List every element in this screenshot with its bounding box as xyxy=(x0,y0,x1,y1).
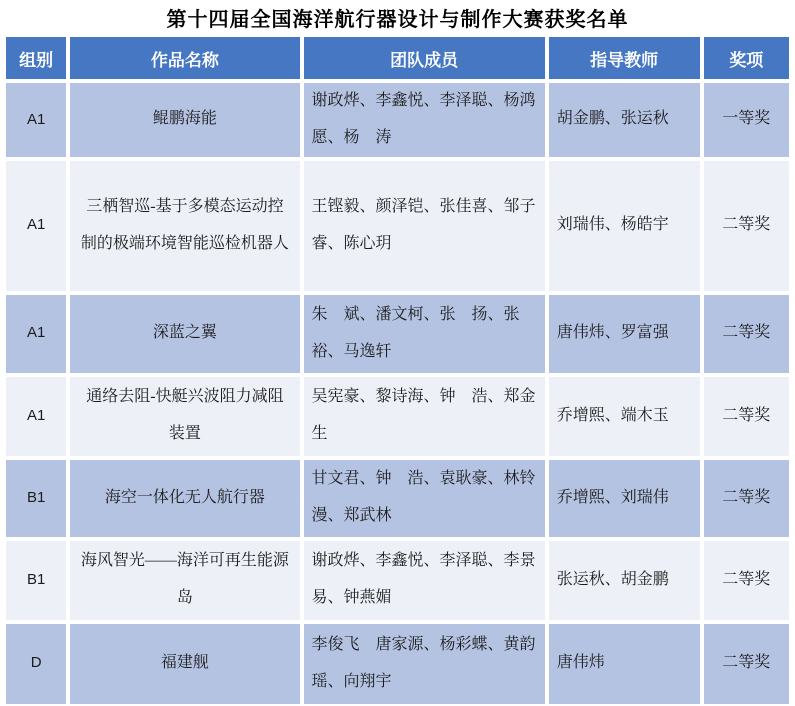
advisors-cell: 张运秋、胡金鹏 xyxy=(549,541,700,620)
award-cell: 二等奖 xyxy=(704,624,789,704)
team-members-cell: 吴宪豪、黎诗海、钟 浩、郑金生 xyxy=(304,377,545,456)
advisors-cell: 乔增熙、端木玉 xyxy=(549,377,700,456)
advisors-cell: 乔增熙、刘瑞伟 xyxy=(549,460,700,537)
advisors-cell: 胡金鹏、张运秋 xyxy=(549,83,700,157)
team-members-cell: 甘文君、钟 浩、袁耿豪、林铃漫、郑武林 xyxy=(304,460,545,537)
header-team-members: 团队成员 xyxy=(304,37,545,79)
team-members-cell: 朱 斌、潘文柯、张 扬、张 裕、马逸轩 xyxy=(304,295,545,373)
table-row xyxy=(6,83,789,157)
header-advisors: 指导教师 xyxy=(549,37,700,79)
advisors-cell: 唐伟炜 xyxy=(549,624,700,704)
header-award: 奖项 xyxy=(704,37,789,79)
table-row xyxy=(6,161,789,291)
group-cell: B1 xyxy=(6,541,66,620)
work-name-cell: 鲲鹏海能 xyxy=(70,83,299,157)
work-name-cell: 福建舰 xyxy=(70,624,299,704)
team-members-cell: 谢政烨、李鑫悦、李泽聪、李景易、钟燕媚 xyxy=(304,541,545,620)
header-group: 组别 xyxy=(6,37,66,79)
work-name-cell: 海风智光——海洋可再生能源岛 xyxy=(70,541,299,620)
table-row xyxy=(6,295,789,373)
work-name-cell: 通络去阻-快艇兴波阻力减阻装置 xyxy=(70,377,299,456)
awards-table xyxy=(2,33,793,706)
award-cell: 二等奖 xyxy=(704,295,789,373)
award-cell: 二等奖 xyxy=(704,377,789,456)
team-members-cell: 李俊飞 唐家源、杨彩蝶、黄韵瑶、向翔宇 xyxy=(304,624,545,704)
group-cell: A1 xyxy=(6,377,66,456)
team-members-cell: 王铿毅、颜泽铠、张佳喜、邹子睿、陈心玥 xyxy=(304,161,545,291)
table-header-row xyxy=(6,37,789,79)
work-name-cell: 深蓝之翼 xyxy=(70,295,299,373)
table-row xyxy=(6,460,789,537)
group-cell: D xyxy=(6,624,66,704)
page-title: 第十四届全国海洋航行器设计与制作大赛获奖名单 xyxy=(166,9,629,31)
table-row xyxy=(6,541,789,620)
award-cell: 二等奖 xyxy=(704,161,789,291)
group-cell: A1 xyxy=(6,161,66,291)
group-cell: B1 xyxy=(6,460,66,537)
work-name-cell: 海空一体化无人航行器 xyxy=(70,460,299,537)
award-cell: 二等奖 xyxy=(704,460,789,537)
work-name-cell: 三栖智巡-基于多模态运动控制的极端环境智能巡检机器人 xyxy=(70,161,299,291)
advisors-cell: 刘瑞伟、杨皓宇 xyxy=(549,161,700,291)
team-members-cell: 谢政烨、李鑫悦、李泽聪、杨鸿愿、杨 涛 xyxy=(304,83,545,157)
header-work-name: 作品名称 xyxy=(70,37,299,79)
award-cell: 一等奖 xyxy=(704,83,789,157)
advisors-cell: 唐伟炜、罗富强 xyxy=(549,295,700,373)
table-row xyxy=(6,624,789,704)
table-row xyxy=(6,377,789,456)
group-cell: A1 xyxy=(6,83,66,157)
award-cell: 二等奖 xyxy=(704,541,789,620)
group-cell: A1 xyxy=(6,295,66,373)
